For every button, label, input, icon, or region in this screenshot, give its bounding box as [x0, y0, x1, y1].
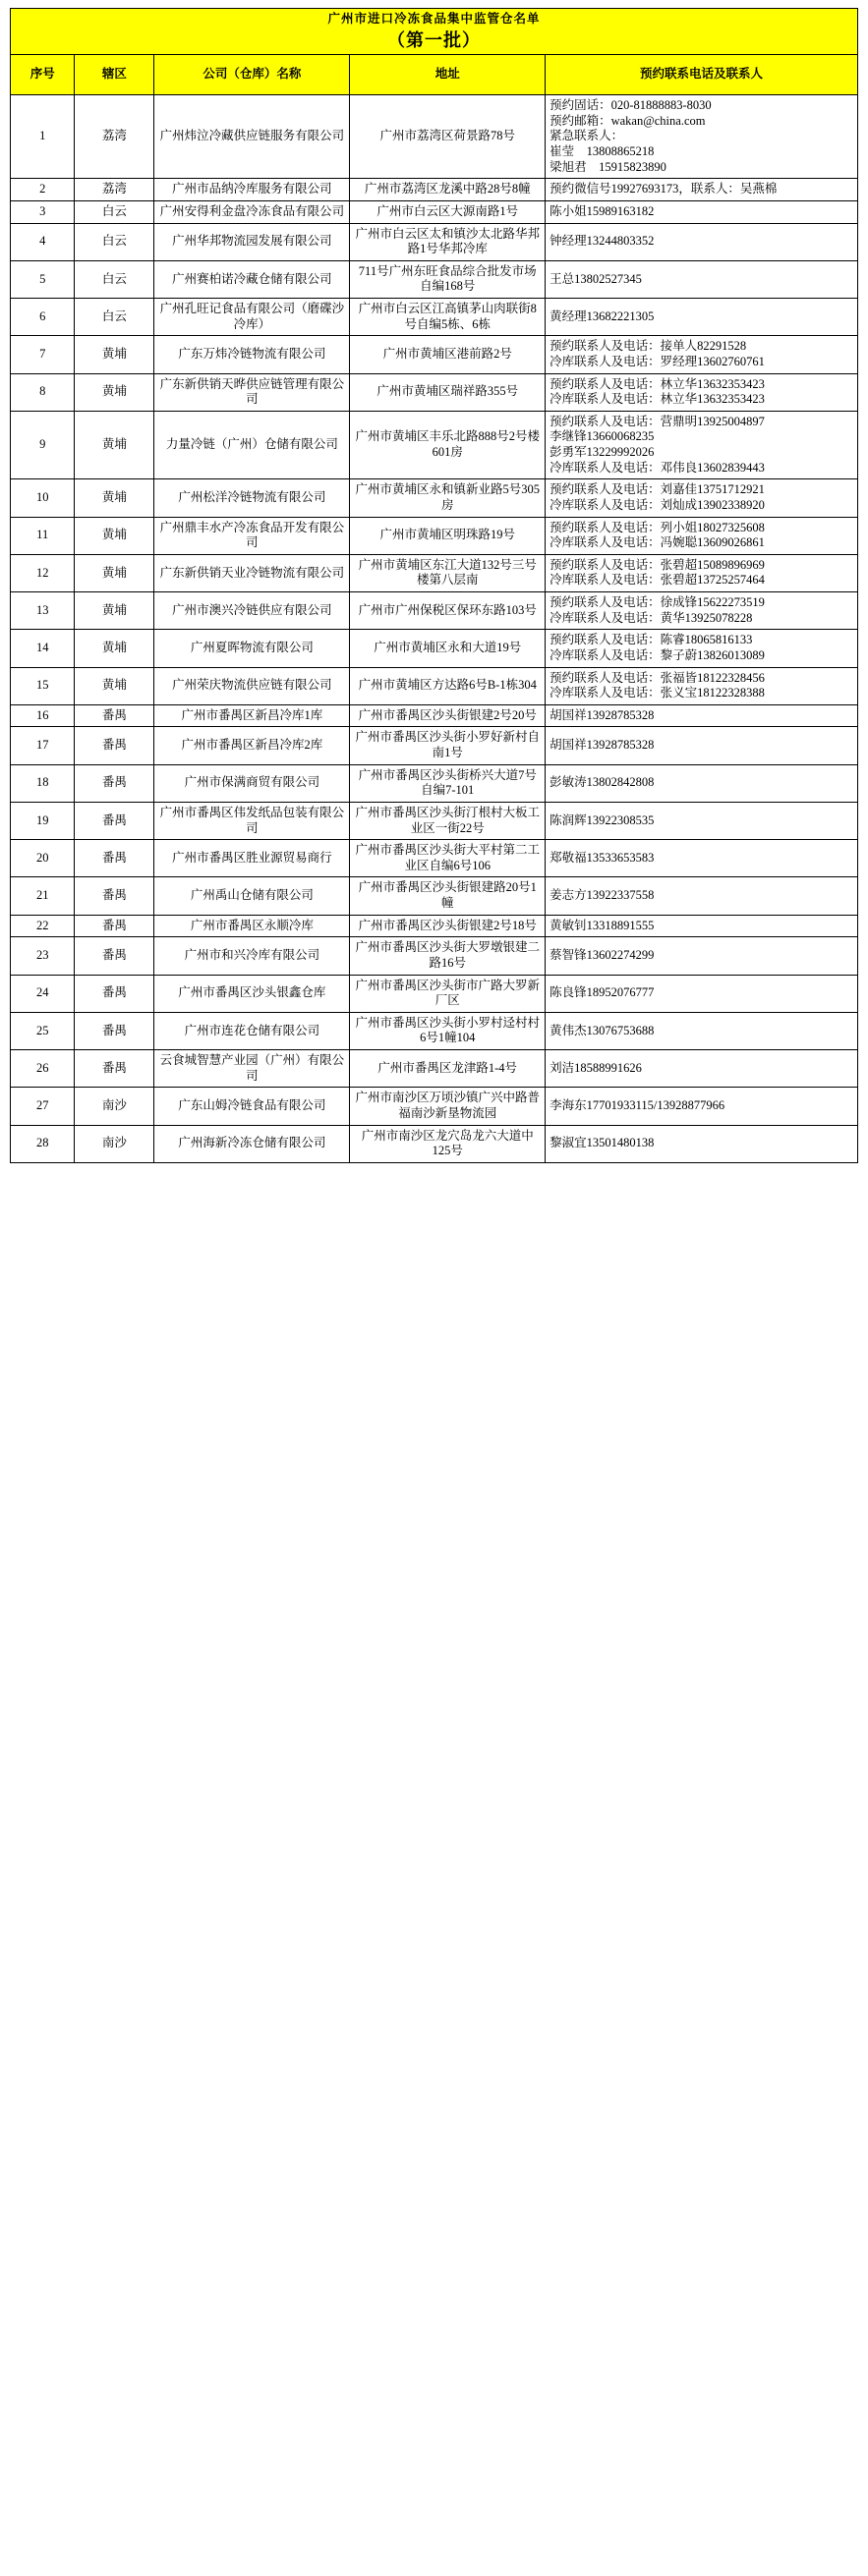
contact-line: 黄伟杰13076753688 [550, 1023, 655, 1037]
cell-district: 黄埔 [75, 479, 154, 517]
cell-contact [546, 373, 858, 411]
cell-company: 云食城智慧产业园（广州）有限公司 [154, 1050, 350, 1088]
cell-company: 广东新供销天晔供应链管理有限公司 [154, 373, 350, 411]
cell-contact [546, 667, 858, 704]
cell-district: 黄埔 [75, 592, 154, 630]
cell-company: 广州海新冷冻仓储有限公司 [154, 1125, 350, 1162]
cell-district: 黄埔 [75, 630, 154, 667]
cell-contact [546, 802, 858, 839]
table-row [11, 877, 858, 915]
cell-address: 广州市黄埔区东江大道132号三号楼第八层南 [350, 554, 546, 591]
cell-contact [546, 554, 858, 591]
cell-district: 白云 [75, 223, 154, 260]
cell-address: 广州市广州保税区保环东路103号 [350, 592, 546, 630]
cell-no: 20 [11, 840, 75, 877]
contact-line: 预约联系人及电话：刘嘉佳13751712921 [550, 482, 765, 497]
contact-line: 陈良锋18952076777 [550, 985, 655, 1000]
cell-company: 广州鼎丰水产冷冻食品开发有限公司 [154, 517, 350, 554]
table-row [11, 554, 858, 591]
cell-contact [546, 915, 858, 937]
contact-line: 彭勇军13229992026 [550, 445, 655, 459]
cell-district: 黄埔 [75, 411, 154, 479]
title-line-2: （第一批） [387, 29, 481, 50]
cell-company: 广州市保满商贸有限公司 [154, 764, 350, 802]
cell-contact [546, 630, 858, 667]
cell-contact [546, 517, 858, 554]
cell-district: 白云 [75, 200, 154, 223]
table-row [11, 479, 858, 517]
cell-no: 5 [11, 260, 75, 298]
table-row [11, 299, 858, 336]
cell-no: 7 [11, 336, 75, 373]
table-row [11, 1088, 858, 1125]
table-row [11, 260, 858, 298]
contact-line: 预约联系人及电话：列小姐18027325608 [550, 520, 765, 534]
contact-line: 冷库联系人及电话：张碧超13725257464 [550, 573, 765, 588]
cell-no: 10 [11, 479, 75, 517]
cell-contact [546, 411, 858, 479]
table-row [11, 223, 858, 260]
cell-address: 广州市荔湾区荷景路78号 [350, 95, 546, 179]
cell-contact [546, 592, 858, 630]
cell-address: 广州市番禺区龙津路1-4号 [350, 1050, 546, 1088]
cell-district: 番禺 [75, 840, 154, 877]
cell-address: 广州市南沙区龙穴岛龙六大道中125号 [350, 1125, 546, 1162]
table-row [11, 1125, 858, 1162]
table-row [11, 630, 858, 667]
table-row [11, 200, 858, 223]
contact-line: 冷库联系人及电话：林立华13632353423 [550, 392, 765, 407]
cell-no: 15 [11, 667, 75, 704]
cell-address: 广州市黄埔区瑞祥路355号 [350, 373, 546, 411]
cell-district: 番禺 [75, 727, 154, 764]
cell-district: 白云 [75, 299, 154, 336]
contact-line: 王总13802527345 [550, 271, 642, 286]
cell-company: 广州市番禺区新昌冷库1库 [154, 704, 350, 727]
contact-line: 崔莹 13808865218 [550, 144, 655, 158]
contact-line: 黄经理13682221305 [550, 308, 655, 323]
contact-line: 梁旭君 15915823890 [550, 159, 666, 174]
cell-address: 广州市番禺区沙头街小罗村迳村村6号1幢104 [350, 1012, 546, 1049]
cell-district: 番禺 [75, 704, 154, 727]
column-header-district: 辖区 [75, 55, 154, 95]
cell-company: 广东山姆冷链食品有限公司 [154, 1088, 350, 1125]
cell-company: 广州松洋冷链物流有限公司 [154, 479, 350, 517]
contact-line: 预约联系人及电话：接单人82291528 [550, 339, 747, 354]
cell-no: 19 [11, 802, 75, 839]
cell-company: 广州市番禺区新昌冷库2库 [154, 727, 350, 764]
column-header-address: 地址 [350, 55, 546, 95]
table-row [11, 1012, 858, 1049]
cell-no: 21 [11, 877, 75, 915]
document-title [11, 9, 858, 55]
cell-address: 广州市黄埔区丰乐北路888号2号楼601房 [350, 411, 546, 479]
contact-line: 蔡智锋13602274299 [550, 948, 655, 963]
cell-no: 8 [11, 373, 75, 411]
table-row [11, 840, 858, 877]
cell-company: 广州市连花仓储有限公司 [154, 1012, 350, 1049]
cell-district: 黄埔 [75, 373, 154, 411]
contact-line: 冷库联系人及电话：冯婉聪13609026861 [550, 535, 765, 550]
cell-contact [546, 727, 858, 764]
cell-address: 广州市番禺区沙头街市广路大罗新厂区 [350, 975, 546, 1012]
table-row [11, 727, 858, 764]
cell-address: 广州市黄埔区永和镇新业路5号305房 [350, 479, 546, 517]
contact-line: 彭敏涛13802842808 [550, 775, 655, 790]
cell-contact [546, 223, 858, 260]
cell-address: 广州市荔湾区龙溪中路28号8幢 [350, 179, 546, 201]
column-header-contact: 预约联系电话及联系人 [546, 55, 858, 95]
cell-address: 广州市白云区大源南路1号 [350, 200, 546, 223]
cell-district: 番禺 [75, 802, 154, 839]
cell-no: 11 [11, 517, 75, 554]
contact-line: 预约联系人及电话：林立华13632353423 [550, 376, 765, 391]
cell-no: 13 [11, 592, 75, 630]
contact-line: 冷库联系人及电话：罗经理13602760761 [550, 354, 765, 368]
cell-contact [546, 704, 858, 727]
cell-no: 22 [11, 915, 75, 937]
document-page [0, 0, 868, 1163]
contact-line: 姜志方13922337558 [550, 888, 655, 903]
cell-no: 26 [11, 1050, 75, 1088]
contact-line: 李继锋13660068235 [550, 429, 655, 444]
table-row [11, 592, 858, 630]
cell-district: 黄埔 [75, 554, 154, 591]
cell-address: 广州市黄埔区永和大道19号 [350, 630, 546, 667]
table-row [11, 517, 858, 554]
table-row [11, 336, 858, 373]
contact-line: 预约微信号19927693173，联系人：吴燕棉 [550, 182, 778, 196]
cell-contact [546, 1050, 858, 1088]
cell-no: 4 [11, 223, 75, 260]
cell-district: 番禺 [75, 915, 154, 937]
contact-line: 黄敏钊13318891555 [550, 918, 655, 932]
title-row [11, 9, 858, 55]
table-row [11, 95, 858, 179]
cell-district: 南沙 [75, 1125, 154, 1162]
cell-address: 广州市番禺区沙头街银建2号20号 [350, 704, 546, 727]
cell-contact [546, 877, 858, 915]
cell-district: 番禺 [75, 877, 154, 915]
cell-contact [546, 179, 858, 201]
cell-company: 广州孔旺记食品有限公司（磨碟沙冷库） [154, 299, 350, 336]
cell-district: 番禺 [75, 937, 154, 975]
contact-line: 钟经理13244803352 [550, 234, 655, 249]
cell-contact [546, 260, 858, 298]
table-row [11, 704, 858, 727]
cell-contact [546, 1012, 858, 1049]
cell-company: 广州市番禺区沙头银鑫仓库 [154, 975, 350, 1012]
cell-no: 25 [11, 1012, 75, 1049]
cell-no: 9 [11, 411, 75, 479]
contact-line: 冷库联系人及电话：黎子蔚13826013089 [550, 647, 765, 662]
table-row [11, 373, 858, 411]
table-row [11, 667, 858, 704]
cell-company: 广州炜泣冷藏供应链服务有限公司 [154, 95, 350, 179]
cell-contact [546, 764, 858, 802]
cell-contact [546, 975, 858, 1012]
cell-contact [546, 479, 858, 517]
cell-no: 12 [11, 554, 75, 591]
cell-address: 广州市番禺区沙头街大平村第二工业区自编6号106 [350, 840, 546, 877]
contact-line: 预约联系人及电话：徐成锋15622273519 [550, 595, 765, 609]
cell-district: 黄埔 [75, 667, 154, 704]
table-row [11, 937, 858, 975]
cell-contact [546, 95, 858, 179]
cell-district: 番禺 [75, 764, 154, 802]
contact-line: 黎淑宜13501480138 [550, 1136, 655, 1150]
contact-line: 紧急联系人： [550, 129, 624, 143]
cell-contact [546, 840, 858, 877]
cell-address: 广州市番禺区沙头街桥兴大道7号自编7-101 [350, 764, 546, 802]
table-row [11, 802, 858, 839]
cell-no: 14 [11, 630, 75, 667]
cell-district: 荔湾 [75, 179, 154, 201]
title-line-1: 广州市进口冷冻食品集中监管仓名单 [327, 12, 541, 26]
column-header-no: 序号 [11, 55, 75, 95]
cell-district: 黄埔 [75, 336, 154, 373]
cell-address: 广州市番禺区沙头街小罗好新村自南1号 [350, 727, 546, 764]
cell-no: 28 [11, 1125, 75, 1162]
cell-no: 3 [11, 200, 75, 223]
contact-line: 预约联系人及电话：营鼎明13925004897 [550, 414, 765, 428]
cell-no: 17 [11, 727, 75, 764]
cell-contact [546, 299, 858, 336]
cell-company: 广州荣庆物流供应链有限公司 [154, 667, 350, 704]
cell-company: 广州市番禺区胜业源贸易商行 [154, 840, 350, 877]
column-header-row [11, 55, 858, 95]
cell-no: 23 [11, 937, 75, 975]
cell-address: 广州市番禺区沙头街汀根村大板工业区一街22号 [350, 802, 546, 839]
contact-line: 胡国祥13928785328 [550, 738, 655, 753]
cell-address: 广州市番禺区沙头街银建2号18号 [350, 915, 546, 937]
table-row [11, 915, 858, 937]
contact-line: 预约联系人及电话：张福皆18122328456 [550, 670, 765, 685]
cell-district: 白云 [75, 260, 154, 298]
cell-contact [546, 1088, 858, 1125]
cell-address: 广州市番禺区沙头街银建路20号1幢 [350, 877, 546, 915]
contact-line: 冷库联系人及电话：邓伟良13602839443 [550, 460, 765, 475]
cell-address: 广州市番禺区沙头街大罗墩银建二路16号 [350, 937, 546, 975]
cell-company: 广州华邦物流园发展有限公司 [154, 223, 350, 260]
contact-line: 李海东17701933115/13928877966 [550, 1098, 725, 1113]
cell-address: 广州市黄埔区港前路2号 [350, 336, 546, 373]
contact-line: 胡国祥13928785328 [550, 707, 655, 722]
contact-line: 冷库联系人及电话：黄华13925078228 [550, 610, 753, 625]
cell-no: 2 [11, 179, 75, 201]
cell-no: 6 [11, 299, 75, 336]
cell-address: 广州市白云区太和镇沙太北路华邦路1号华邦冷库 [350, 223, 546, 260]
contact-line: 预约联系人及电话：陈睿18065816133 [550, 633, 753, 647]
cell-district: 黄埔 [75, 517, 154, 554]
table-row [11, 179, 858, 201]
cell-contact [546, 1125, 858, 1162]
table-row [11, 411, 858, 479]
cell-company: 广州市和兴冷库有限公司 [154, 937, 350, 975]
cell-district: 番禺 [75, 1050, 154, 1088]
cell-no: 27 [11, 1088, 75, 1125]
table-row [11, 1050, 858, 1088]
cell-district: 南沙 [75, 1088, 154, 1125]
cell-contact [546, 200, 858, 223]
contact-line: 预约邮箱：wakan@china.com [550, 113, 706, 128]
cold-storage-warehouse-table [10, 8, 858, 1163]
cell-company: 广州市澳兴冷链供应有限公司 [154, 592, 350, 630]
cell-no: 24 [11, 975, 75, 1012]
table-header [11, 9, 858, 95]
cell-contact [546, 937, 858, 975]
table-body [11, 95, 858, 1163]
cell-address: 广州市黄埔区方达路6号B-1栋304 [350, 667, 546, 704]
cell-company: 力量冷链（广州）仓储有限公司 [154, 411, 350, 479]
cell-company: 广州赛柏诺冷藏仓储有限公司 [154, 260, 350, 298]
cell-company: 广东新供销天业冷链物流有限公司 [154, 554, 350, 591]
column-header-company: 公司（仓库）名称 [154, 55, 350, 95]
cell-no: 16 [11, 704, 75, 727]
cell-company: 广州市品纳冷库服务有限公司 [154, 179, 350, 201]
contact-line: 预约联系人及电话：张碧超15089896969 [550, 557, 765, 572]
cell-company: 广州安得利金盘冷冻食品有限公司 [154, 200, 350, 223]
cell-district: 番禺 [75, 1012, 154, 1049]
cell-no: 1 [11, 95, 75, 179]
contact-line: 冷库联系人及电话：张义宝18122328388 [550, 686, 765, 700]
cell-address: 711号广州东旺食品综合批发市场自编168号 [350, 260, 546, 298]
cell-contact [546, 336, 858, 373]
cell-district: 番禺 [75, 975, 154, 1012]
cell-company: 广东万炜冷链物流有限公司 [154, 336, 350, 373]
cell-company: 广州市番禺区伟发纸品包装有限公司 [154, 802, 350, 839]
cell-company: 广州夏晖物流有限公司 [154, 630, 350, 667]
contact-line: 陈润辉13922308535 [550, 812, 655, 827]
contact-line: 预约固话：020-81888883-8030 [550, 98, 712, 113]
cell-address: 广州市黄埔区明珠路19号 [350, 517, 546, 554]
cell-district: 荔湾 [75, 95, 154, 179]
cell-company: 广州禹山仓储有限公司 [154, 877, 350, 915]
contact-line: 陈小姐15989163182 [550, 203, 655, 218]
cell-no: 18 [11, 764, 75, 802]
table-row [11, 975, 858, 1012]
contact-line: 刘洁18588991626 [550, 1060, 642, 1075]
cell-company: 广州市番禺区永顺冷库 [154, 915, 350, 937]
table-row [11, 764, 858, 802]
contact-line: 冷库联系人及电话：刘灿成13902338920 [550, 497, 765, 512]
cell-address: 广州市南沙区万顷沙镇广兴中路普福南沙新垦物流园 [350, 1088, 546, 1125]
cell-address: 广州市白云区江高镇茅山肉联街8号自编5栋、6栋 [350, 299, 546, 336]
contact-line: 郑敬福13533653583 [550, 850, 655, 865]
